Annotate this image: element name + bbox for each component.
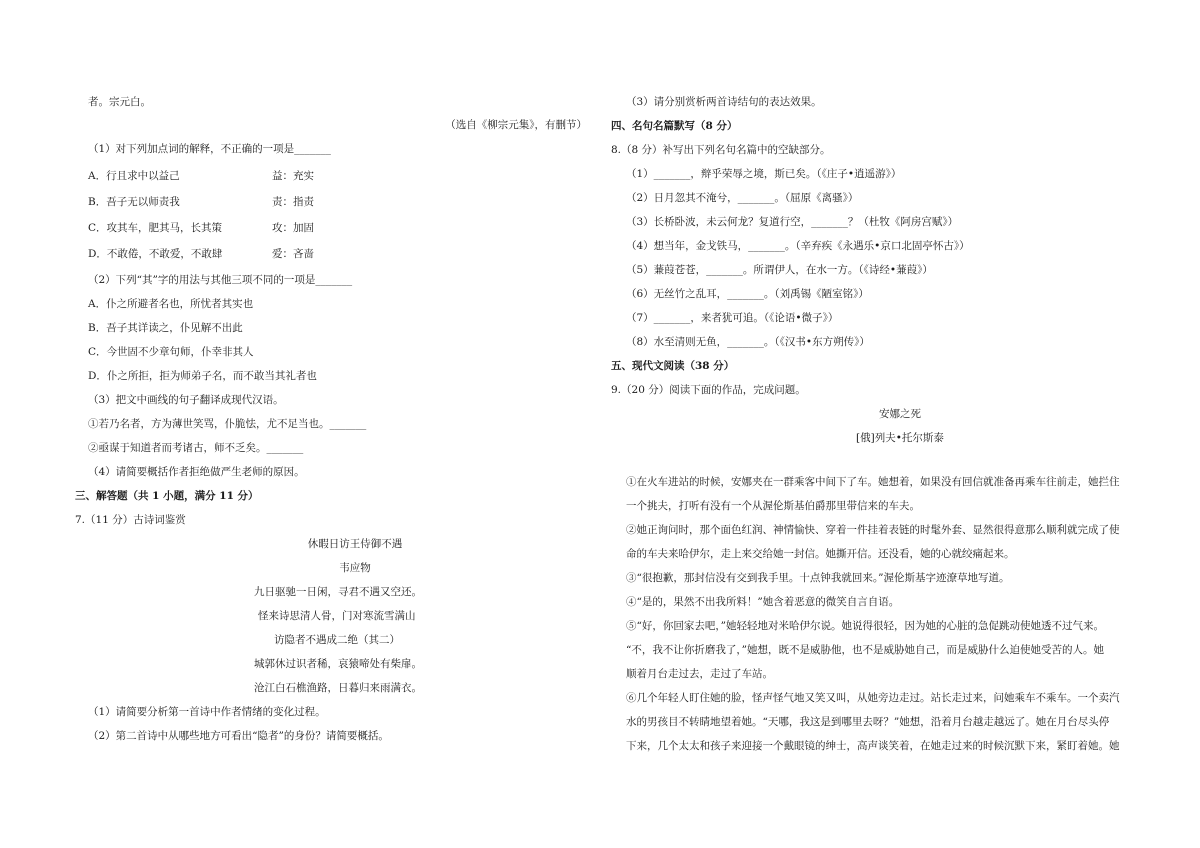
question-1-stem: （1）对下列加点词的解释，不正确的一项是_______	[88, 143, 331, 155]
question-7-3: （3）请分别赏析两首诗结句的表达效果。	[626, 96, 822, 108]
story-line: 命的车夫来哈伊尔，走上来交给她一封信。她撕开信。还没看，她的心就绞痛起来。	[626, 548, 1015, 560]
poem-author: 韦应物	[339, 562, 371, 574]
recitation-item: （3）长桥卧波，未云何龙？复道行空，_______？（杜牧《阿房宫赋》）	[626, 216, 959, 228]
option-a: A．仆之所避者名也，所忧者其实也	[88, 298, 254, 310]
poem-line: 城郭休过识者稀，哀猿啼处有柴扉。	[254, 658, 422, 670]
story-title: 安娜之死	[879, 408, 921, 420]
story-author: [俄]列夫•托尔斯泰	[856, 432, 944, 444]
translation-item-1: ①若乃名者，方为薄世笑骂，仆脆怯，尤不足当也。_______	[88, 418, 367, 430]
option-c: C．攻其车，肥其马，长其策	[88, 222, 223, 234]
option-c: C．今世固不少章句师，仆幸非其人	[88, 346, 254, 358]
recitation-item: （7）_______，来者犹可追。（《论语•微子》）	[626, 312, 839, 324]
story-line: 水的男孩目不转睛地望着她。“天哪，我这是到哪里去呀？”她想，沿着月台越走越远了。她在月台尽头停	[626, 716, 1110, 728]
question-8-stem: 8.（8 分）补写出下列名句名篇中的空缺部分。	[611, 144, 831, 156]
story-line: ⑤“好，你回家去吧，”她轻轻地对米哈伊尔说。她说得很轻，因为她的心脏的急促跳动使她透不过气来。	[626, 620, 1104, 632]
option-d: D．仆之所拒，拒为师弟子名，而不敢当其礼者也	[88, 370, 317, 382]
story-line: ③“很抱歉，那封信没有交到我手里。十点钟我就回来。”渥伦斯基字迹潦草地写道。	[626, 572, 1010, 584]
recitation-item: （5）蒹葭苍苍，_______。所谓伊人，在水一方。（《诗经•蒹葭》）	[626, 264, 933, 276]
story-line: 下来，几个太太和孩子来迎接一个戴眼镜的绅士，高声谈笑着，在她走过来的时候沉默下来，紧盯着她。她	[626, 740, 1120, 752]
translation-item-2: ②亟谋于知道者而考诸古，师不乏矣。_______	[88, 442, 304, 454]
section-5-heading: 五、现代文阅读（38 分）	[611, 360, 735, 372]
question-7-stem: 7.（11 分）古诗词鉴赏	[75, 514, 186, 526]
text-line: 者。宗元白。	[88, 96, 151, 108]
poem-title: 休暇日访王侍御不遇	[307, 538, 403, 550]
story-line: “不，我不让你折磨我了，”她想，既不是威胁他，也不是威胁她自己，而是威胁什么迫使她受苦的人。她	[626, 644, 1104, 656]
recitation-item: （8）水至清则无鱼，_______。（《汉书•东方朔传》）	[626, 336, 870, 348]
question-9-stem: 9.（20 分）阅读下面的作品，完成问题。	[611, 384, 806, 396]
option-c-gloss: 攻：加固	[272, 222, 314, 234]
story-line: ④“是的，果然不出我所料！”她含着恶意的微笑自言自语。	[626, 596, 900, 608]
question-7-1: （1）请简要分析第一首诗中作者情绪的变化过程。	[88, 706, 326, 718]
section-4-heading: 四、名句名篇默写（8 分）	[611, 120, 738, 132]
recitation-item: （1）_______，辩乎荣辱之境，斯已矣。（《庄子•逍遥游》）	[626, 168, 902, 180]
question-4: （4）请简要概括作者拒绝做严生老师的原因。	[88, 466, 305, 478]
option-d-gloss: 爱：吝啬	[272, 248, 314, 260]
section-3-heading: 三、解答题（共 1 小题，满分 11 分）	[75, 490, 259, 502]
recitation-item: （4）想当年，金戈铁马，_______。（辛弃疾《永遇乐•京口北固亭怀古》）	[626, 240, 970, 252]
source-note: （选自《柳宗元集》，有删节）	[445, 119, 587, 131]
option-b: B．吾子其详读之，仆见解不出此	[88, 322, 243, 334]
poem-line: 怪来诗思清人骨，门对寒流雪满山	[258, 610, 416, 622]
recitation-item: （6）无丝竹之乱耳，_______。（刘禹锡《陋室铭》）	[626, 288, 869, 300]
poem-line: 沧江白石樵渔路，日暮归来雨满衣。	[254, 682, 422, 694]
story-line: 一个挑夫，打听有没有一个从渥伦斯基伯爵那里带信来的车夫。	[626, 500, 920, 512]
question-3-stem: （3）把文中画线的句子翻译成现代汉语。	[88, 394, 284, 406]
story-line: ⑥几个年轻人盯住她的脸，怪声怪气地又笑又叫，从她旁边走过。站长走过来，问她乘车不乘车。一个卖汽	[626, 692, 1120, 704]
story-line: ②她正询问时，那个面色红润、神情愉快、穿着一件挂着表链的时髦外套、显然很得意那么顺利就完成了使	[626, 524, 1120, 536]
option-b: B．吾子无以师责我	[88, 196, 180, 208]
option-a-gloss: 益：充实	[272, 170, 314, 182]
story-line: ①在火车进站的时候，安娜夹在一群乘客中间下了车。她想着，如果没有回信就准备再乘车往前走，她拦住	[626, 476, 1120, 488]
question-2-stem: （2）下列“其”字的用法与其他三项不同的一项是_______	[88, 274, 353, 286]
question-7-2: （2）第二首诗中从哪些地方可看出“隐者”的身份？请简要概括。	[88, 730, 389, 742]
story-line: 顺着月台走过去，走过了车站。	[626, 668, 773, 680]
poem-line: 九日驱驰一日闲，寻君不遇又空还。	[254, 586, 422, 598]
option-b-gloss: 责：指责	[272, 196, 314, 208]
recitation-item: （2）日月忽其不淹兮，_______。（屈原《离骚》）	[626, 192, 859, 204]
option-a: A．行且求中以益己	[88, 170, 180, 182]
option-d: D．不敢倦，不敢爱，不敢肆	[88, 248, 223, 260]
poem-title-2: 访隐者不遇成二绝（其二）	[274, 634, 400, 646]
